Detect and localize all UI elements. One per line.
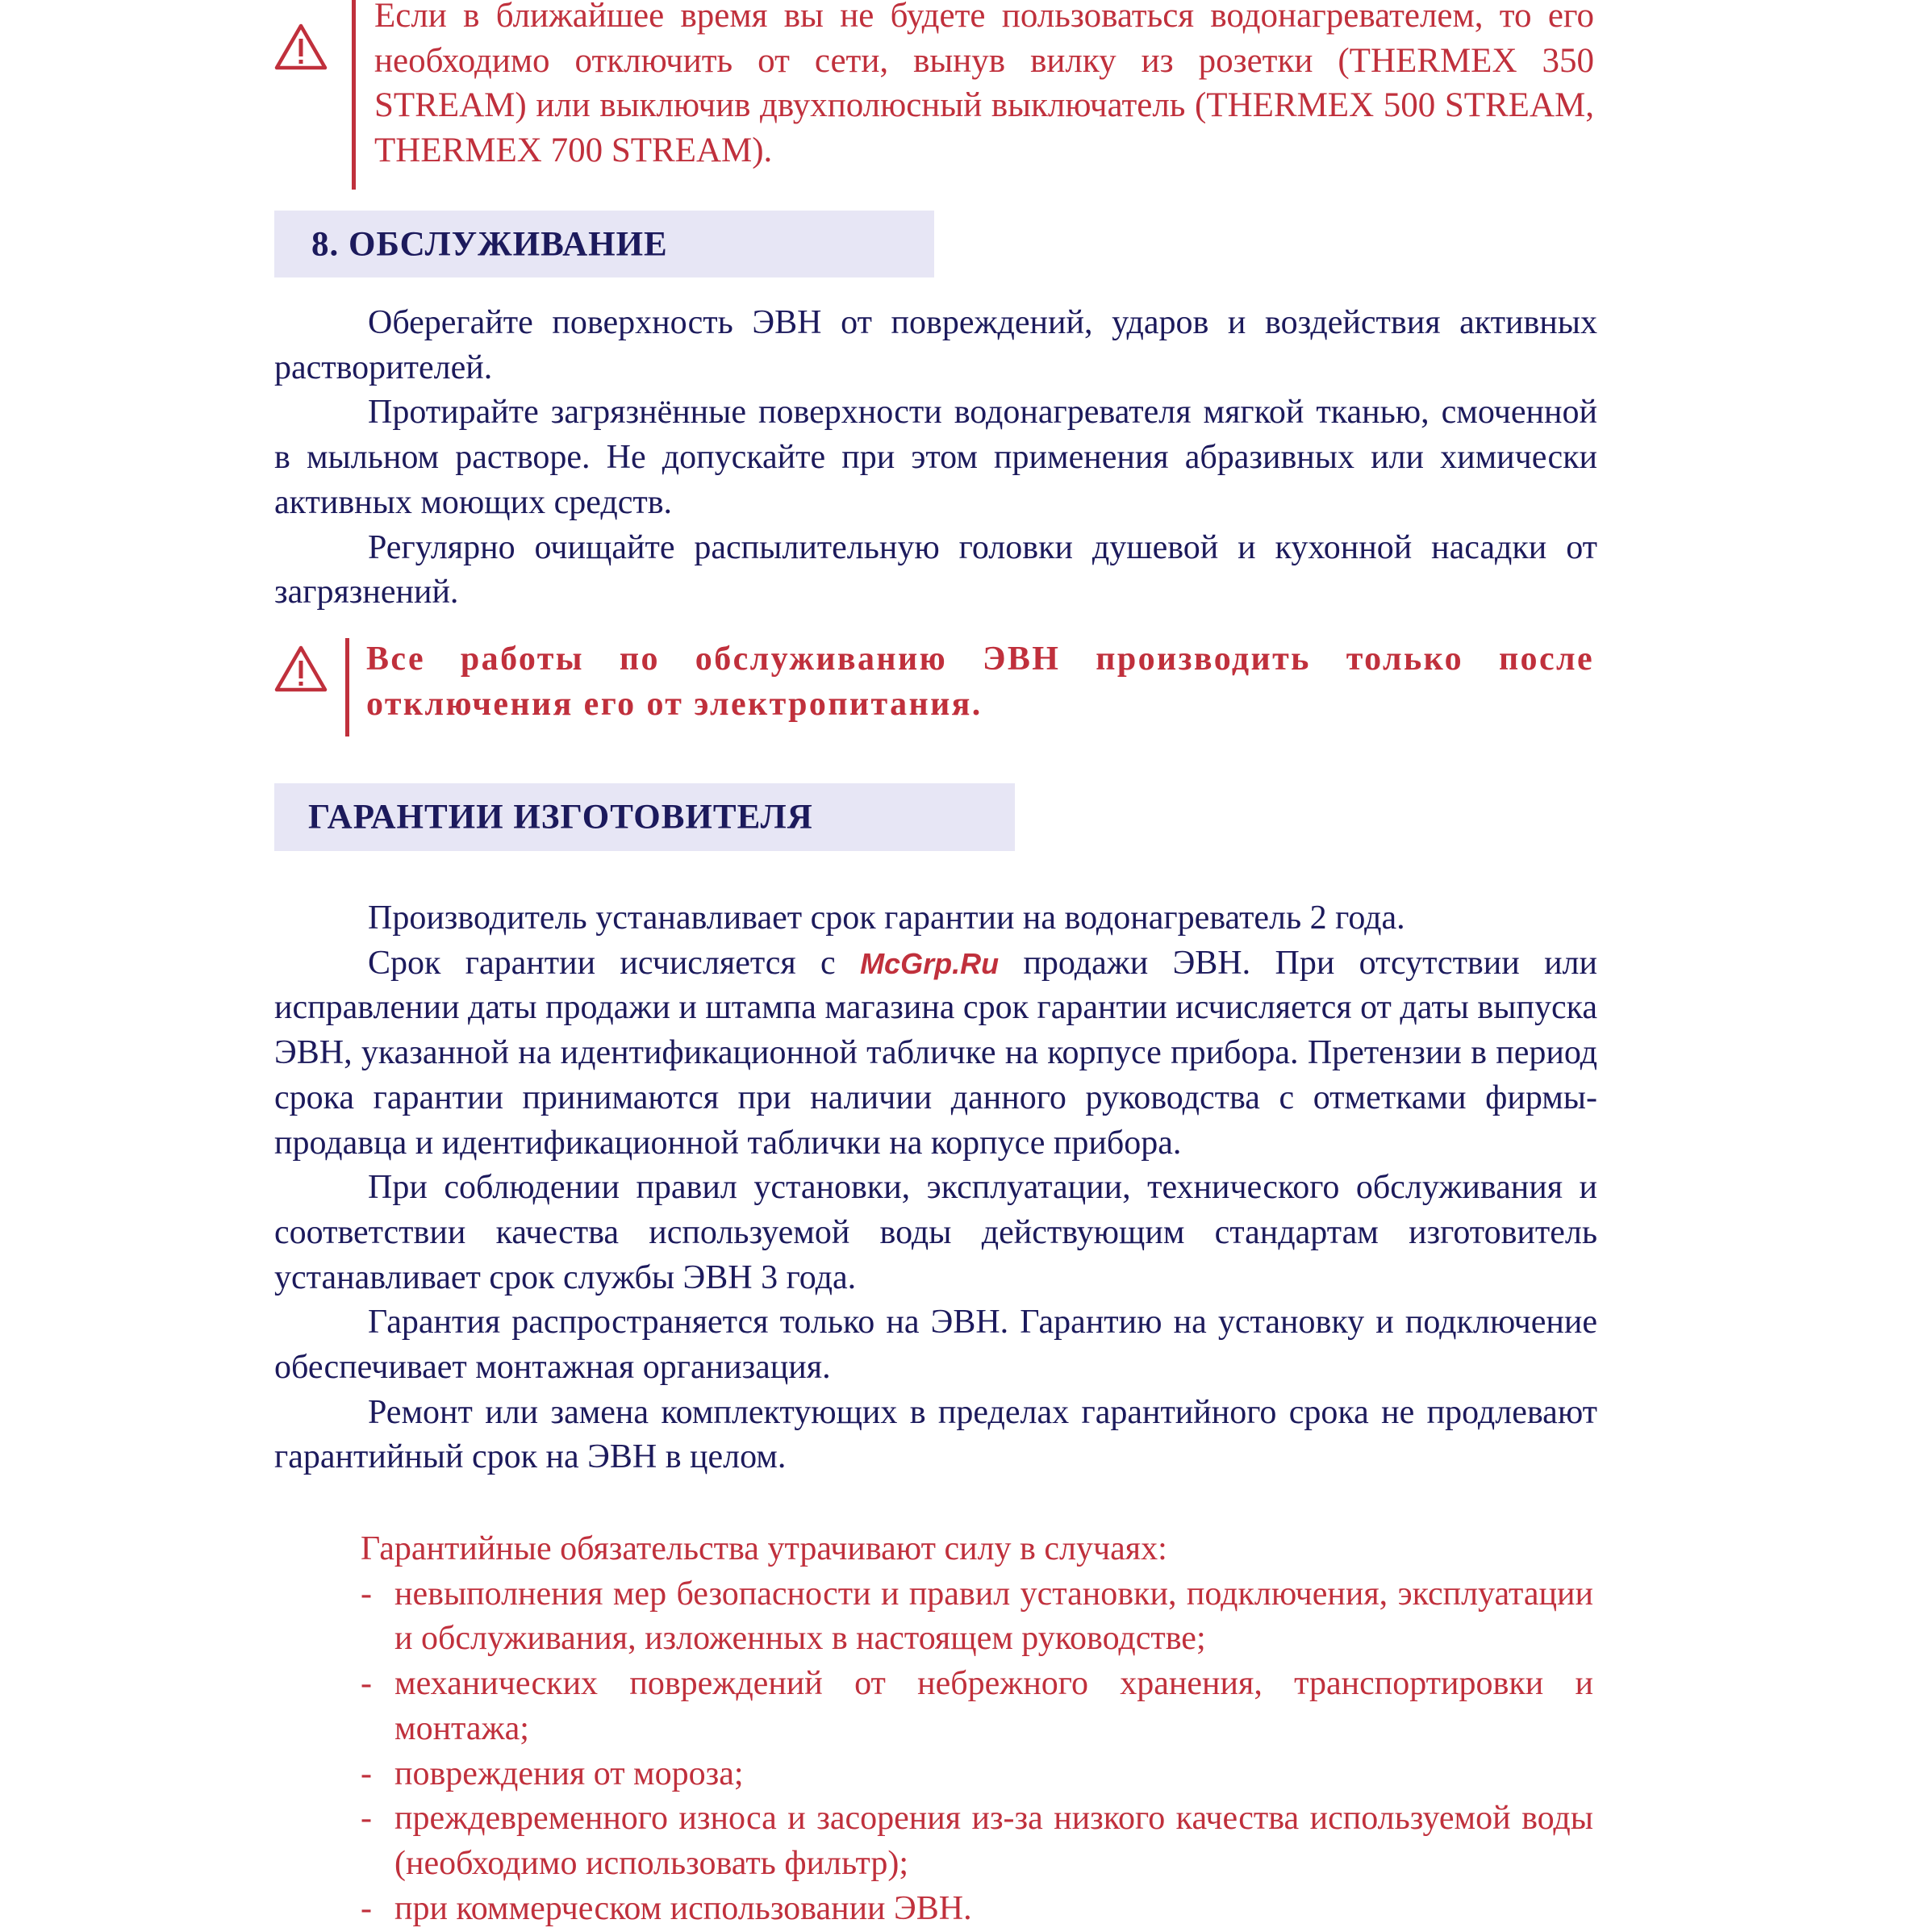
warranty-paragraphs — [274, 896, 1597, 1480]
warranty-conditions — [361, 1527, 1593, 1931]
list-item: - преждевременного износа и засорения из-за низкого качества используемой воды (необходимо использовать фильтр); — [361, 1796, 1593, 1886]
paragraph-text: продажи ЭВН. При отсутствии или исправлении даты продажи и штампа магазина срок гарантии исчисляется от даты выпуска ЭВН, указанной на идентификационной табличке на корпусе прибора. Претензии в период срока гарантии принимаются при наличии данного руководства с отметками фирмы-продавца и идентификационной таблички на корпусе прибора. — [274, 944, 1597, 1162]
section-header-service — [274, 211, 934, 277]
conditions-title: Гарантийные обязательства утрачивают силу в случаях: — [361, 1530, 1167, 1567]
paragraph-text: Срок гарантии исчисляется с — [368, 944, 861, 982]
paragraph: Оберегайте поверхность ЭВН от повреждений, ударов и воздействия активных растворителей. — [274, 304, 1597, 386]
section-header-warranty — [274, 783, 1015, 851]
warning-triangle-icon — [274, 23, 328, 71]
warning-block-disconnect — [274, 0, 1597, 190]
paragraph: Регулярно очищайте распылительную головки душевой и кухонной насадки от загрязнений. — [274, 528, 1597, 611]
paragraph — [274, 941, 1597, 1166]
section-title: 8. ОБСЛУЖИВАНИЕ — [311, 225, 668, 263]
service-paragraphs — [274, 301, 1597, 615]
paragraph: Производитель устанавливает срок гарантии на водонагреватель 2 года. — [368, 899, 1405, 937]
paragraph: Ремонт или замена комплектующих в пределах гарантийного срока не продлевают гарантийный срок на ЭВН в целом. — [274, 1393, 1597, 1476]
section-title: ГАРАНТИИ ИЗГОТОВИТЕЛЯ — [308, 798, 813, 837]
list-item: - невыполнения мер безопасности и правил установки, подключения, эксплуатации и обслуживания, изложенных в настоящем руководстве; — [361, 1572, 1593, 1662]
list-item: - при коммерческом использовании ЭВН. — [361, 1887, 1593, 1932]
warning-text: Если в ближайшее время вы не будете пользоваться водонагревателем, то его необходимо отключить от сети, вынув вилку из розетки (THERMEX 350 STREAM) или выключив двухполюсный выключатель (THERMEX 500 STREAM, THERMEX 700 STREAM). — [374, 0, 1594, 169]
paragraph: Протирайте загрязнённые поверхности водонагревателя мягкой тканью, смоченной в мыльном растворе. Не допускайте при этом применения абразивных или химически активных моющих средств. — [274, 394, 1597, 521]
warning-text: Все работы по обслуживанию ЭВН производить только после отключения его от электропитания. — [366, 641, 1594, 723]
conditions-list — [361, 1572, 1593, 1932]
list-item: - механических повреждений от небрежного хранения, транспортировки и монтажа; — [361, 1662, 1593, 1751]
warning-bar — [352, 0, 356, 190]
paragraph: При соблюдении правил установки, эксплуатации, технического обслуживания и соответствии качества используемой воды действующим стандартам изготовитель устанавливает срок службы ЭВН 3 года. — [274, 1169, 1597, 1296]
paragraph: Гарантия распространяется только на ЭВН. Гарантию на установку и подключение обеспечивает монтажная организация. — [274, 1304, 1597, 1387]
warning-block-service — [274, 633, 1597, 742]
warning-bar — [345, 638, 349, 736]
list-item: - повреждения от мороза; — [361, 1752, 1593, 1797]
watermark: McGrp.Ru — [860, 946, 1000, 980]
warning-triangle-icon — [274, 645, 328, 693]
